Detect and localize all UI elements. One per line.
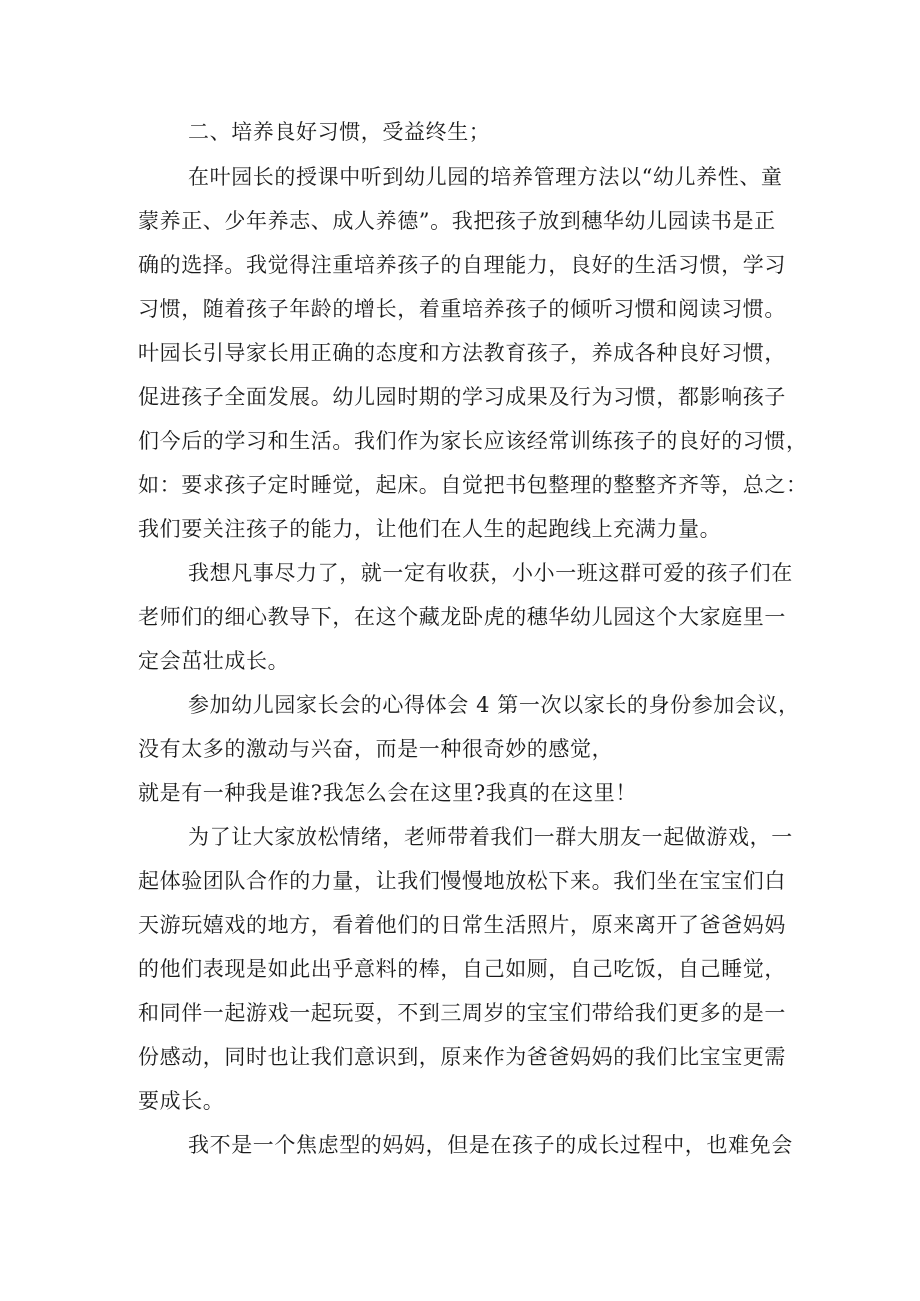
paragraph-line: 我们要关注孩子的能力，让他们在人生的起跑线上充满力量。 xyxy=(138,517,722,541)
paragraph-line: 习惯，随着孩子年龄的增长，着重培养孩子的倾听习惯和阅读习惯。 xyxy=(138,297,786,321)
paragraph-line: 定会茁壮成长。 xyxy=(138,649,290,673)
paragraph-line: 在叶园长的授课中听到幼儿园的培养管理方法以“幼儿养性、童 xyxy=(188,165,783,189)
paragraph-line: 起体验团队合作的力量，让我们慢慢地放松下来。我们坐在宝宝们白 xyxy=(138,869,786,893)
paragraph-line: 我想凡事尽力了，就一定有收获，小小一班这群可爱的孩子们在 xyxy=(188,561,793,585)
paragraph-line: 参加幼儿园家长会的心得体会 4 第一次以家长的身份参加会议， xyxy=(188,693,800,717)
paragraph-line: 确的选择。我觉得注重培养孩子的自理能力，良好的生活习惯，学习 xyxy=(138,253,786,277)
paragraph-line: 为了让大家放松情绪，老师带着我们一群大朋友一起做游戏，一 xyxy=(188,825,793,849)
paragraph-line: 叶园长引导家长用正确的态度和方法教育孩子，养成各种良好习惯， xyxy=(138,341,786,365)
section-heading: 二、培养良好习惯，受益终生； xyxy=(188,120,491,144)
paragraph-line: 和同伴一起游戏一起玩耍，不到三周岁的宝宝们带给我们更多的是一 xyxy=(138,1001,786,1025)
paragraph-line: 份感动，同时也让我们意识到，原来作为爸爸妈妈的我们比宝宝更需 xyxy=(138,1045,786,1069)
paragraph-line: 蒙养正、少年养志、成人养德”。我把孩子放到穗华幼儿园读书是正 xyxy=(138,209,776,233)
paragraph-line: 要成长。 xyxy=(138,1089,225,1113)
paragraph-line: 天游玩嬉戏的地方，看着他们的日常生活照片，原来离开了爸爸妈妈 xyxy=(138,913,786,937)
paragraph-line: 的他们表现是如此出乎意料的棒，自己如厕，自己吃饭，自己睡觉， xyxy=(138,957,786,981)
paragraph-line: 就是有一种我是谁?我怎么会在这里?我真的在这里！ xyxy=(138,781,637,805)
paragraph-line: 我不是一个焦虑型的妈妈，但是在孩子的成长过程中，也难免会 xyxy=(188,1133,793,1157)
paragraph-line: 老师们的细心教导下，在这个藏龙卧虎的穗华幼儿园这个大家庭里一 xyxy=(138,605,786,629)
paragraph-line: 没有太多的激动与兴奋，而是一种很奇妙的感觉， xyxy=(138,737,614,761)
paragraph-line: 们今后的学习和生活。我们作为家长应该经常训练孩子的良好的习惯， xyxy=(138,429,808,453)
paragraph-line: 如：要求孩子定时睡觉，起床。自觉把书包整理的整整齐齐等，总之： xyxy=(138,473,808,497)
paragraph-line: 促进孩子全面发展。幼儿园时期的学习成果及行为习惯，都影响孩子 xyxy=(138,385,786,409)
